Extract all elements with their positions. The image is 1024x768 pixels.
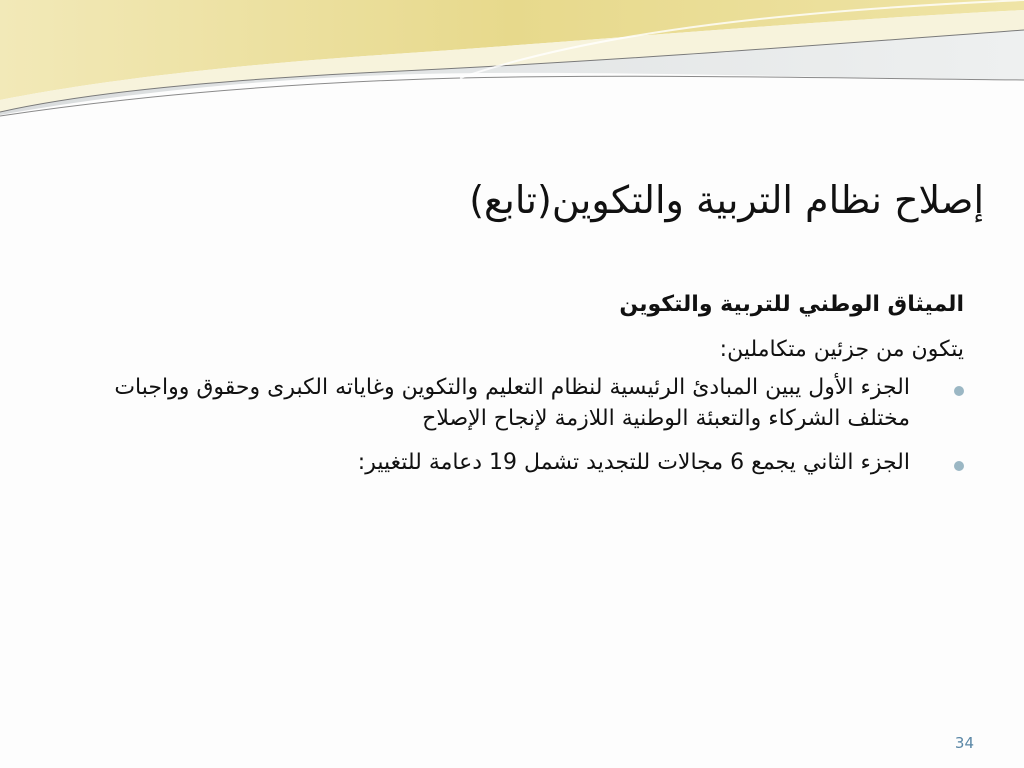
slide-title: إصلاح نظام التربية والتكوين(تابع) xyxy=(469,178,984,222)
bullet-dot-icon xyxy=(954,461,964,471)
intro-text: يتكون من جزئين متكاملين: xyxy=(719,336,964,362)
bullet-list xyxy=(84,372,964,480)
page-number: 34 xyxy=(954,734,974,752)
decorative-swoosh-header xyxy=(0,0,1024,130)
bullet-dot-icon xyxy=(954,386,964,396)
slide-content xyxy=(84,290,964,491)
subheading: الميثاق الوطني للتربية والتكوين xyxy=(619,292,964,317)
bullet-item-1 xyxy=(84,372,964,436)
bullet-text-1: الجزء الأول يبين المبادئ الرئيسية لنظام التعليم والتكوين وغاياته الكبرى وحقوق وواجبات مختلف الشركاء والتعبئة الوطنية اللازمة لإنجاح الإصلاح xyxy=(114,374,910,432)
bullet-text-2: الجزء الثاني يجمع 6 مجالات للتجديد تشمل 19 دعامة للتغيير: xyxy=(357,450,910,476)
bullet-item-2 xyxy=(84,447,964,479)
